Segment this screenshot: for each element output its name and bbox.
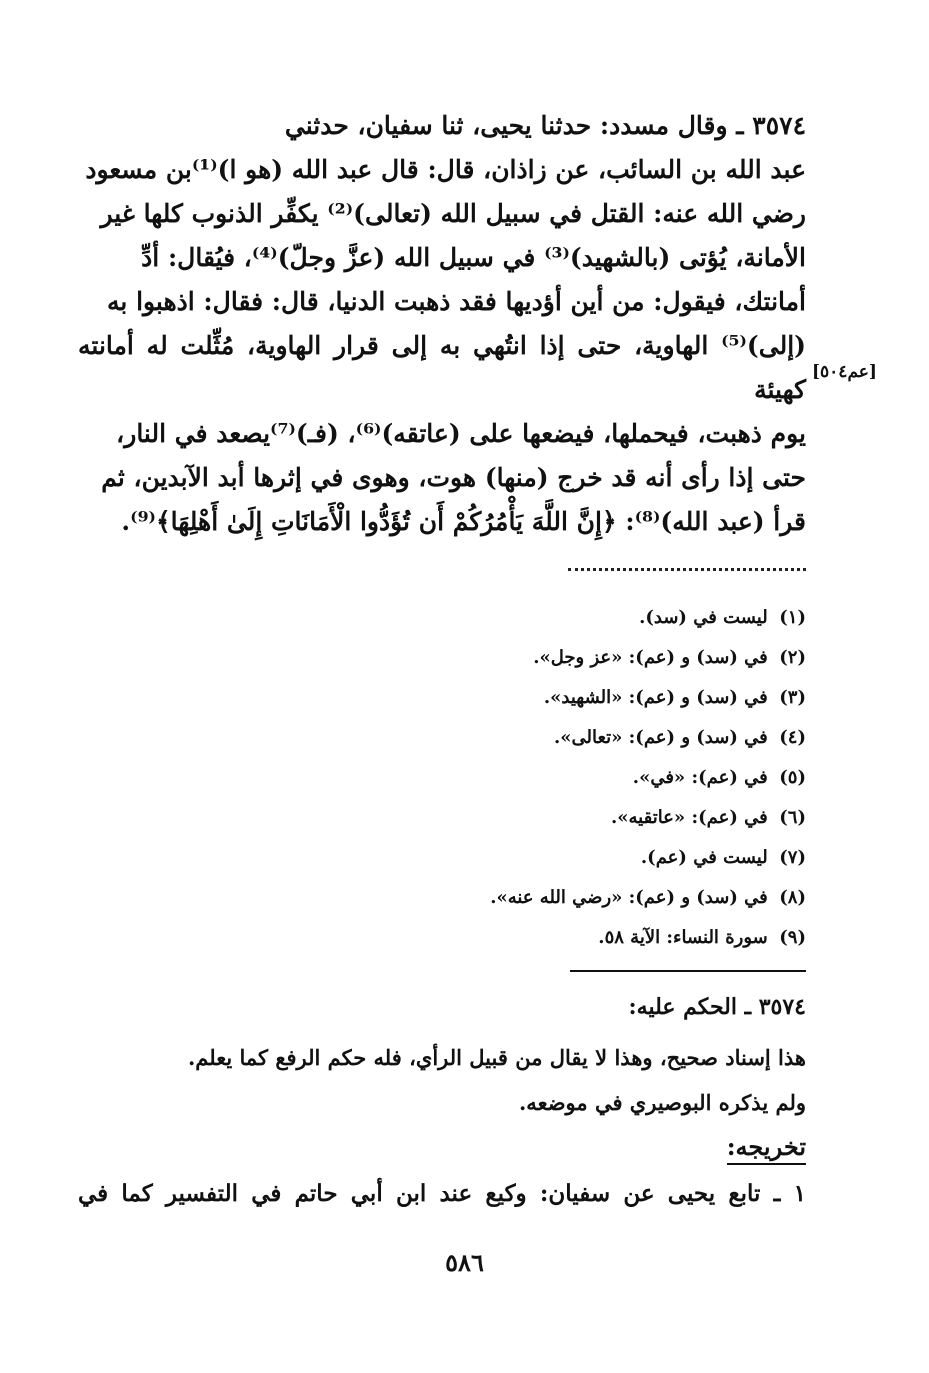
dotted-separator: [568, 568, 806, 571]
ruling-heading: ٣٥٧٤ ـ الحكم عليه:: [628, 994, 806, 1020]
footnote-item: [300, 758, 806, 798]
footnote-item: [300, 918, 806, 958]
takhrij-heading: تخريجه:: [727, 1132, 806, 1165]
text-line: الأمانة، يُؤتى (بالشهيد)⁽³⁾ في سبيل الله (عزَّ وجلّ)⁽⁴⁾، فيُقال: أدِّ: [141, 243, 806, 272]
footnote-number: (١): [779, 607, 806, 628]
text-line: قرأ (عبد الله)⁽⁸⁾: ﴿إِنَّ اللَّهَ يَأْمُرُكُمْ أَن تُؤَدُّوا الْأَمَانَاتِ إِلَىٰ أَهْلِهَا﴾⁽⁹⁾.: [121, 507, 806, 536]
margin-reference: [عم٥٠٤]: [812, 362, 877, 382]
footnote-text: ليست في (عم).: [640, 847, 768, 868]
section-rule: [570, 970, 806, 972]
ruling-text: ولم يذكره البوصيري في موضعه.: [519, 1090, 806, 1115]
footnote-item: [300, 878, 806, 918]
footnote-number: (٤): [779, 727, 806, 748]
footnote-text: في (عم): «عاتقيه».: [610, 807, 768, 828]
footnote-number: (٢): [779, 647, 806, 668]
footnotes-list: [300, 598, 806, 958]
footnote-number: (٧): [779, 847, 806, 868]
text-line: رضي الله عنه: القتل في سبيل الله (تعالى)⁽²⁾ يكفِّر الذنوب كلها غير: [100, 199, 806, 228]
footnote-number: (٦): [779, 807, 806, 828]
footnote-text: في (سد) و (عم): «رضي الله عنه».: [490, 887, 768, 908]
text-line: حتى إذا رأى أنه قد خرج (منها) هوت، وهوى في إثرها أبد الآبدين، ثم: [101, 463, 806, 492]
footnote-item: [300, 638, 806, 678]
footnote-item: [300, 678, 806, 718]
footnote-text: في (سد) و (عم): «تعالى».: [553, 727, 768, 748]
footnote-item: [300, 838, 806, 878]
footnote-text: سورة النساء: الآية ٥٨.: [598, 927, 768, 948]
footnote-item: [300, 798, 806, 838]
text-line: (إلى)⁽⁵⁾ الهاوية، حتى إذا انتُهي به إلى قرار الهاوية، مُثِّلت له أمانته كهيئة: [78, 331, 806, 404]
footnote-item: [300, 598, 806, 638]
footnote-text: ليست في (سد).: [639, 607, 768, 628]
hadith-text: [78, 104, 806, 544]
footnote-number: (٨): [779, 887, 806, 908]
footnote-text: في (عم): «في».: [632, 767, 768, 788]
text-line: يوم ذهبت، فيحملها، فيضعها على (عاتقه)⁽⁶⁾، (فـ)⁽⁷⁾يصعد في النار،: [116, 419, 806, 448]
footnote-number: (٣): [779, 687, 806, 708]
takhrij-text: ١ ـ تابع يحيى عن سفيان: وكيع عند ابن أبي حاتم في التفسير كما في: [78, 1180, 806, 1207]
text-line: ٣٥٧٤ ـ وقال مسدد: حدثنا يحيى، ثنا سفيان، حدثني: [284, 111, 806, 140]
page-number: ٥٨٦: [445, 1248, 484, 1277]
text-line: أمانتك، فيقول: من أين أؤديها فقد ذهبت الدنيا، قال: فقال: اذهبوا به: [107, 287, 806, 316]
ruling-text: هذا إسناد صحيح، وهذا لا يقال من قبيل الرأي، فله حكم الرفع كما يعلم.: [187, 1045, 806, 1070]
footnote-text: في (سد) و (عم): «الشهيد».: [543, 687, 768, 708]
footnote-number: (٩): [779, 927, 806, 948]
footnote-number: (٥): [779, 767, 806, 788]
footnote-item: [300, 718, 806, 758]
footnote-text: في (سد) و (عم): «عز وجل».: [533, 647, 768, 668]
text-line: عبد الله بن السائب، عن زاذان، قال: قال عبد الله (هو ا)⁽¹⁾بن مسعود: [85, 155, 806, 184]
